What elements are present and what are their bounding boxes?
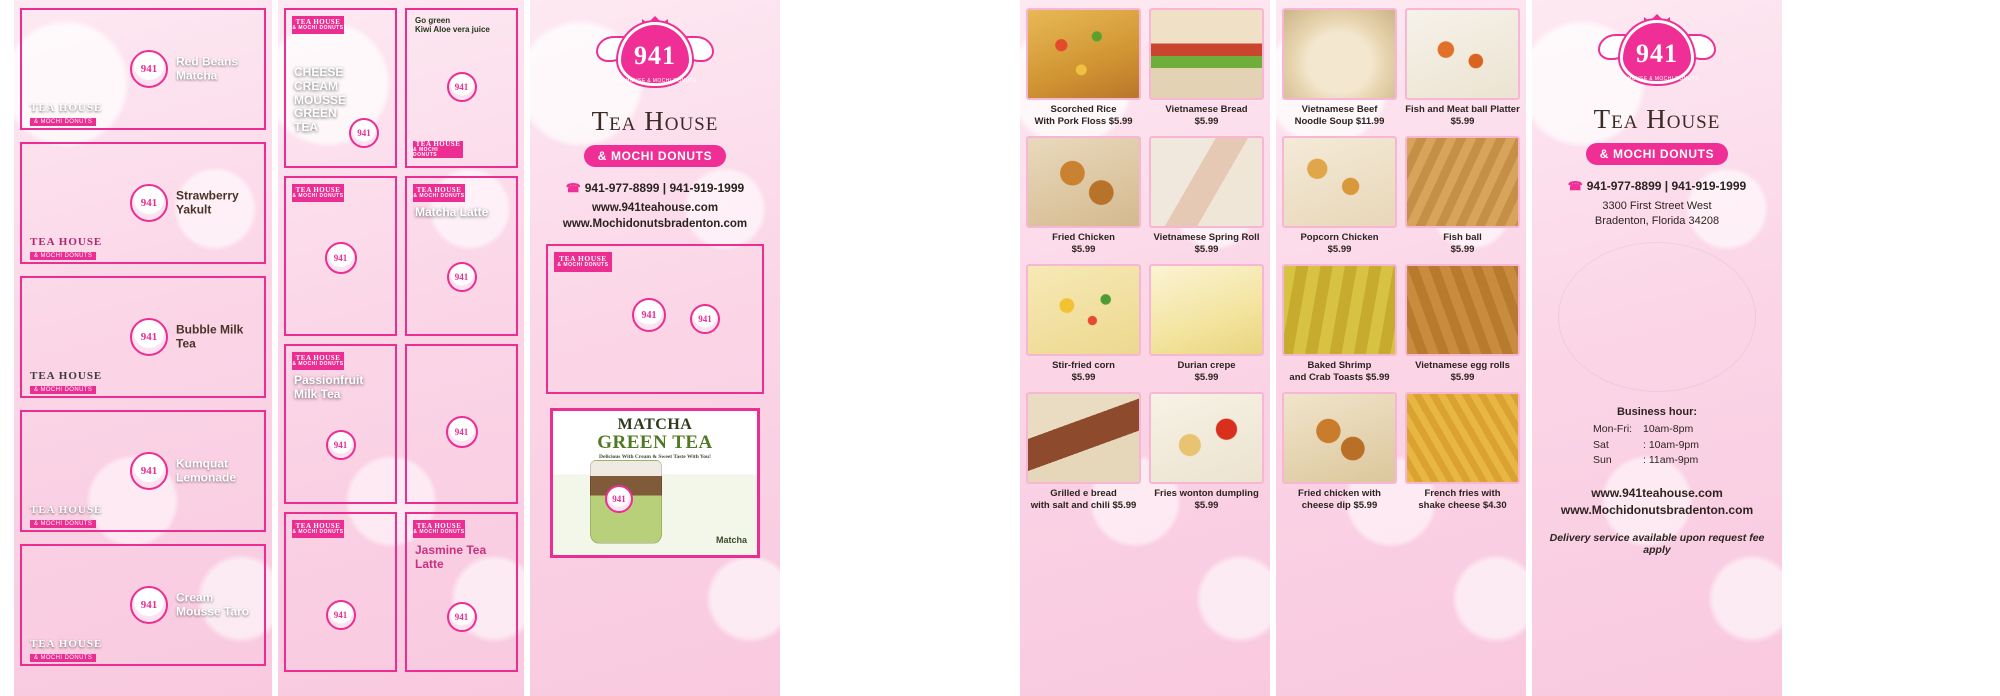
pho-photo bbox=[1558, 242, 1756, 392]
food-item[interactable] bbox=[1405, 136, 1520, 258]
food-label: Vietnamese Bread $5.99 bbox=[1165, 104, 1248, 127]
drink-label: Strawberry Yakult bbox=[176, 188, 239, 217]
food-item[interactable] bbox=[1282, 136, 1397, 258]
panel-drinks-grid bbox=[278, 0, 524, 696]
logo-stamp: 941 bbox=[326, 430, 356, 460]
food-item[interactable] bbox=[1405, 392, 1520, 514]
food-item[interactable] bbox=[1026, 136, 1141, 258]
phone-icon: ☎ bbox=[565, 181, 581, 195]
website-1[interactable]: www.941teahouse.com bbox=[1591, 486, 1723, 501]
food-item[interactable] bbox=[1149, 136, 1264, 258]
food-label: Fried Chicken $5.99 bbox=[1052, 232, 1115, 255]
food-label: Fries wonton dumpling $5.99 bbox=[1154, 488, 1259, 511]
food-grid-left bbox=[1026, 8, 1264, 514]
matcha-line-2: GREEN TEA bbox=[597, 432, 713, 454]
panel-drinks-list bbox=[14, 0, 272, 696]
food-grid-right bbox=[1282, 8, 1520, 514]
tile-brand-sub: & MOCHI DONUTS bbox=[413, 193, 465, 200]
tile-brand: TEA HOUSE bbox=[295, 353, 341, 362]
drink-label: Passionfruit Milk Tea bbox=[294, 373, 364, 401]
address-line-1: 3300 First Street West bbox=[1602, 200, 1712, 212]
matcha-line-1: MATCHA bbox=[617, 416, 693, 434]
tile-brand: TEA HOUSE bbox=[30, 236, 103, 248]
logo-stamp: 941 bbox=[130, 318, 168, 356]
tile-brand-sub: & MOCHI DONUTS bbox=[413, 146, 439, 159]
food-label: Stir-fried corn $5.99 bbox=[1052, 360, 1115, 383]
panel-food-left bbox=[1020, 0, 1270, 696]
food-label: Fried chicken with cheese dip $5.99 bbox=[1298, 488, 1381, 511]
logo-number: 941 bbox=[634, 41, 676, 70]
tile-brand-sub: & MOCHI DONUTS bbox=[557, 262, 609, 269]
drink-label: Kumquat Lemonade bbox=[176, 456, 237, 485]
logo-subtitle: TEA HOUSE & MOCHI DONUTS bbox=[1615, 76, 1699, 82]
logo-subtitle: TEA HOUSE & MOCHI DONUTS bbox=[613, 78, 697, 84]
hours-time: : 11am-9pm bbox=[1643, 454, 1699, 467]
drink-banner[interactable] bbox=[20, 8, 266, 130]
drink-label: Go green Kiwi Aloe vera juice bbox=[415, 16, 490, 35]
logo-badge bbox=[1598, 12, 1716, 98]
matcha-line-3: Delicious With Cream & Sweet Taste With You! bbox=[599, 454, 711, 461]
food-photo bbox=[1282, 8, 1397, 100]
tile-brand: TEA HOUSE bbox=[416, 185, 462, 194]
food-item[interactable] bbox=[1149, 392, 1264, 514]
tile-brand-sub: & MOCHI DONUTS bbox=[292, 361, 344, 368]
panel-food-right bbox=[1276, 0, 1526, 696]
panel-cover bbox=[530, 0, 780, 696]
website-2[interactable]: www.Mochidonutsbradenton.com bbox=[1560, 503, 1754, 518]
logo-number: 941 bbox=[1636, 39, 1678, 68]
food-item[interactable] bbox=[1026, 392, 1141, 514]
drink-tile[interactable] bbox=[405, 512, 518, 672]
tile-brand: TEA HOUSE bbox=[295, 521, 341, 530]
food-label: Fish and Meat ball Platter $5.99 bbox=[1405, 104, 1520, 127]
website-block bbox=[538, 201, 772, 232]
drink-tile[interactable] bbox=[284, 344, 397, 504]
food-label: Durian crepe $5.99 bbox=[1177, 360, 1236, 383]
food-item[interactable] bbox=[1405, 8, 1520, 130]
right-brochure bbox=[1020, 0, 1986, 696]
tile-brand-sub: & MOCHI DONUTS bbox=[30, 118, 96, 126]
brand-subtitle: & MOCHI DONUTS bbox=[584, 145, 726, 167]
logo-stamp: 941 bbox=[130, 452, 168, 490]
hours-time: : 10am-9pm bbox=[1643, 438, 1700, 451]
tile-brand-sub: & MOCHI DONUTS bbox=[413, 529, 465, 536]
food-photo bbox=[1026, 392, 1141, 484]
food-photo bbox=[1026, 8, 1141, 100]
food-photo bbox=[1405, 392, 1520, 484]
tile-brand-sub: & MOCHI DONUTS bbox=[30, 654, 96, 662]
drink-label: Bubble Milk Tea bbox=[176, 322, 244, 351]
drink-label: Jasmine Tea Latte bbox=[415, 543, 487, 571]
drink-label: Cream Mousse Taro bbox=[176, 590, 250, 619]
hours-day: Sun bbox=[1593, 454, 1612, 467]
drink-tile[interactable] bbox=[284, 512, 397, 672]
website-2[interactable]: www.Mochidonutsbradenton.com bbox=[562, 217, 748, 230]
drink-banner[interactable] bbox=[20, 142, 266, 264]
food-photo bbox=[1405, 264, 1520, 356]
food-photo bbox=[1282, 392, 1397, 484]
hours-row bbox=[1542, 438, 1772, 454]
heart-icon bbox=[618, 22, 692, 86]
food-item[interactable] bbox=[1282, 392, 1397, 514]
food-label: Popcorn Chicken $5.99 bbox=[1300, 232, 1379, 255]
page-title: Tea House bbox=[1593, 104, 1721, 134]
logo-stamp: 941 bbox=[326, 600, 356, 630]
logo bbox=[538, 14, 772, 100]
tile-brand: TEA HOUSE bbox=[30, 504, 103, 516]
logo-stamp: 941 bbox=[130, 184, 168, 222]
phone-numbers bbox=[538, 181, 772, 195]
drink-banner[interactable] bbox=[20, 276, 266, 398]
food-label: Vietnamese Spring Roll $5.99 bbox=[1153, 232, 1260, 255]
drink-banner[interactable] bbox=[20, 410, 266, 532]
business-hours bbox=[1542, 422, 1772, 469]
drink-tile[interactable] bbox=[405, 344, 518, 504]
matcha-poster bbox=[550, 408, 760, 558]
matcha-label: Matcha bbox=[715, 535, 747, 546]
logo-stamp: 941 bbox=[605, 485, 633, 513]
tile-brand-sub: & MOCHI DONUTS bbox=[30, 386, 96, 394]
tile-brand: TEA HOUSE bbox=[416, 521, 462, 530]
matcha-poster-heading bbox=[553, 417, 757, 461]
logo-stamp: 941 bbox=[130, 586, 168, 624]
website-1[interactable]: www.941teahouse.com bbox=[591, 202, 719, 214]
tile-brand: TEA HOUSE bbox=[295, 185, 341, 194]
food-photo bbox=[1149, 392, 1264, 484]
address-line-2: Bradenton, Florida 34208 bbox=[1594, 215, 1720, 228]
food-photo bbox=[1149, 136, 1264, 228]
website-block bbox=[1542, 485, 1772, 520]
food-item[interactable] bbox=[1282, 264, 1397, 386]
drink-banner[interactable] bbox=[20, 544, 266, 666]
logo-stamp: 941 bbox=[690, 304, 720, 334]
tile-brand: TEA HOUSE bbox=[30, 638, 103, 650]
food-label: Scorched Rice With Pork Floss $5.99 bbox=[1034, 104, 1133, 127]
address bbox=[1542, 199, 1772, 230]
logo-stamp: 941 bbox=[632, 298, 666, 332]
phone-icon: ☎ bbox=[1567, 179, 1583, 193]
food-item[interactable] bbox=[1405, 264, 1520, 386]
food-label: Fish ball $5.99 bbox=[1443, 232, 1482, 255]
food-label: Baked Shrimp and Crab Toasts $5.99 bbox=[1289, 360, 1390, 383]
food-item[interactable] bbox=[1149, 8, 1264, 130]
drink-label: Matcha Latte bbox=[415, 205, 489, 219]
food-photo bbox=[1282, 136, 1397, 228]
tile-brand: TEA HOUSE bbox=[30, 102, 103, 114]
tile-brand-sub: & MOCHI DONUTS bbox=[292, 529, 344, 536]
logo bbox=[1542, 12, 1772, 98]
food-photo bbox=[1282, 264, 1397, 356]
drink-tile[interactable] bbox=[284, 176, 397, 336]
hours-row bbox=[1542, 453, 1772, 469]
logo-stamp: 941 bbox=[130, 50, 168, 88]
tile-brand: TEA HOUSE bbox=[30, 370, 103, 382]
tile-brand-sub: & MOCHI DONUTS bbox=[292, 25, 344, 32]
tile-brand-sub: & MOCHI DONUTS bbox=[30, 520, 96, 528]
drinks-grid bbox=[284, 8, 518, 688]
logo-stamp: 941 bbox=[447, 602, 477, 632]
food-photo bbox=[1149, 8, 1264, 100]
logo-badge bbox=[596, 14, 714, 100]
food-item[interactable] bbox=[1026, 264, 1141, 386]
tile-brand: TEA HOUSE bbox=[295, 17, 341, 26]
logo-stamp: 941 bbox=[447, 262, 477, 292]
food-item[interactable] bbox=[1026, 8, 1141, 130]
left-brochure bbox=[14, 0, 976, 696]
hours-time: 10am-8pm bbox=[1643, 422, 1694, 435]
logo-stamp: 941 bbox=[447, 72, 477, 102]
food-photo bbox=[1405, 136, 1520, 228]
delivery-note: Delivery service available upon request fee apply bbox=[1549, 531, 1765, 556]
brand-subtitle: & MOCHI DONUTS bbox=[1586, 143, 1728, 165]
phone-text: 941-977-8899 | 941-919-1999 bbox=[584, 181, 745, 195]
drink-tile[interactable] bbox=[284, 8, 397, 168]
tile-brand: TEA HOUSE bbox=[559, 254, 607, 264]
tile-brand-sub: & MOCHI DONUTS bbox=[30, 252, 96, 260]
logo-stamp: 941 bbox=[349, 118, 379, 148]
phone-text: 941-977-8899 | 941-919-1999 bbox=[1586, 179, 1747, 193]
food-label: Vietnamese Beef Noodle Soup $11.99 bbox=[1294, 104, 1385, 127]
food-label: Grilled e bread with salt and chili $5.99 bbox=[1030, 488, 1137, 511]
food-photo bbox=[1149, 264, 1264, 356]
tile-brand-sub: & MOCHI DONUTS bbox=[292, 193, 344, 200]
food-photo bbox=[1026, 136, 1141, 228]
drink-tile[interactable] bbox=[405, 176, 518, 336]
food-photo bbox=[1026, 264, 1141, 356]
logo-stamp: 941 bbox=[446, 416, 478, 448]
food-label: French fries with shake cheese $4.30 bbox=[1418, 488, 1507, 511]
drink-tile[interactable] bbox=[405, 8, 518, 168]
heart-icon bbox=[1620, 20, 1694, 84]
business-hours-title: Business hour: bbox=[1616, 405, 1698, 418]
hours-day: Mon-Fri: bbox=[1593, 422, 1633, 435]
food-photo bbox=[1405, 8, 1520, 100]
food-item[interactable] bbox=[1149, 264, 1264, 386]
food-item[interactable] bbox=[1282, 8, 1397, 130]
drink-label: CHEESE CREAM MOUSSE GREEN TEA bbox=[294, 65, 347, 135]
phone-numbers bbox=[1542, 179, 1772, 193]
food-label: Vietnamese egg rolls $5.99 bbox=[1415, 360, 1510, 383]
logo-stamp: 941 bbox=[325, 242, 357, 274]
panel-contact bbox=[1532, 0, 1782, 696]
tile-brand: TEA HOUSE bbox=[415, 139, 461, 148]
hours-day: Sat bbox=[1593, 438, 1609, 451]
page-title: Tea House bbox=[591, 106, 719, 136]
drink-label: Red Beans Matcha bbox=[176, 54, 239, 83]
hours-row bbox=[1542, 422, 1772, 438]
cover-photo-kiwi bbox=[546, 244, 764, 394]
